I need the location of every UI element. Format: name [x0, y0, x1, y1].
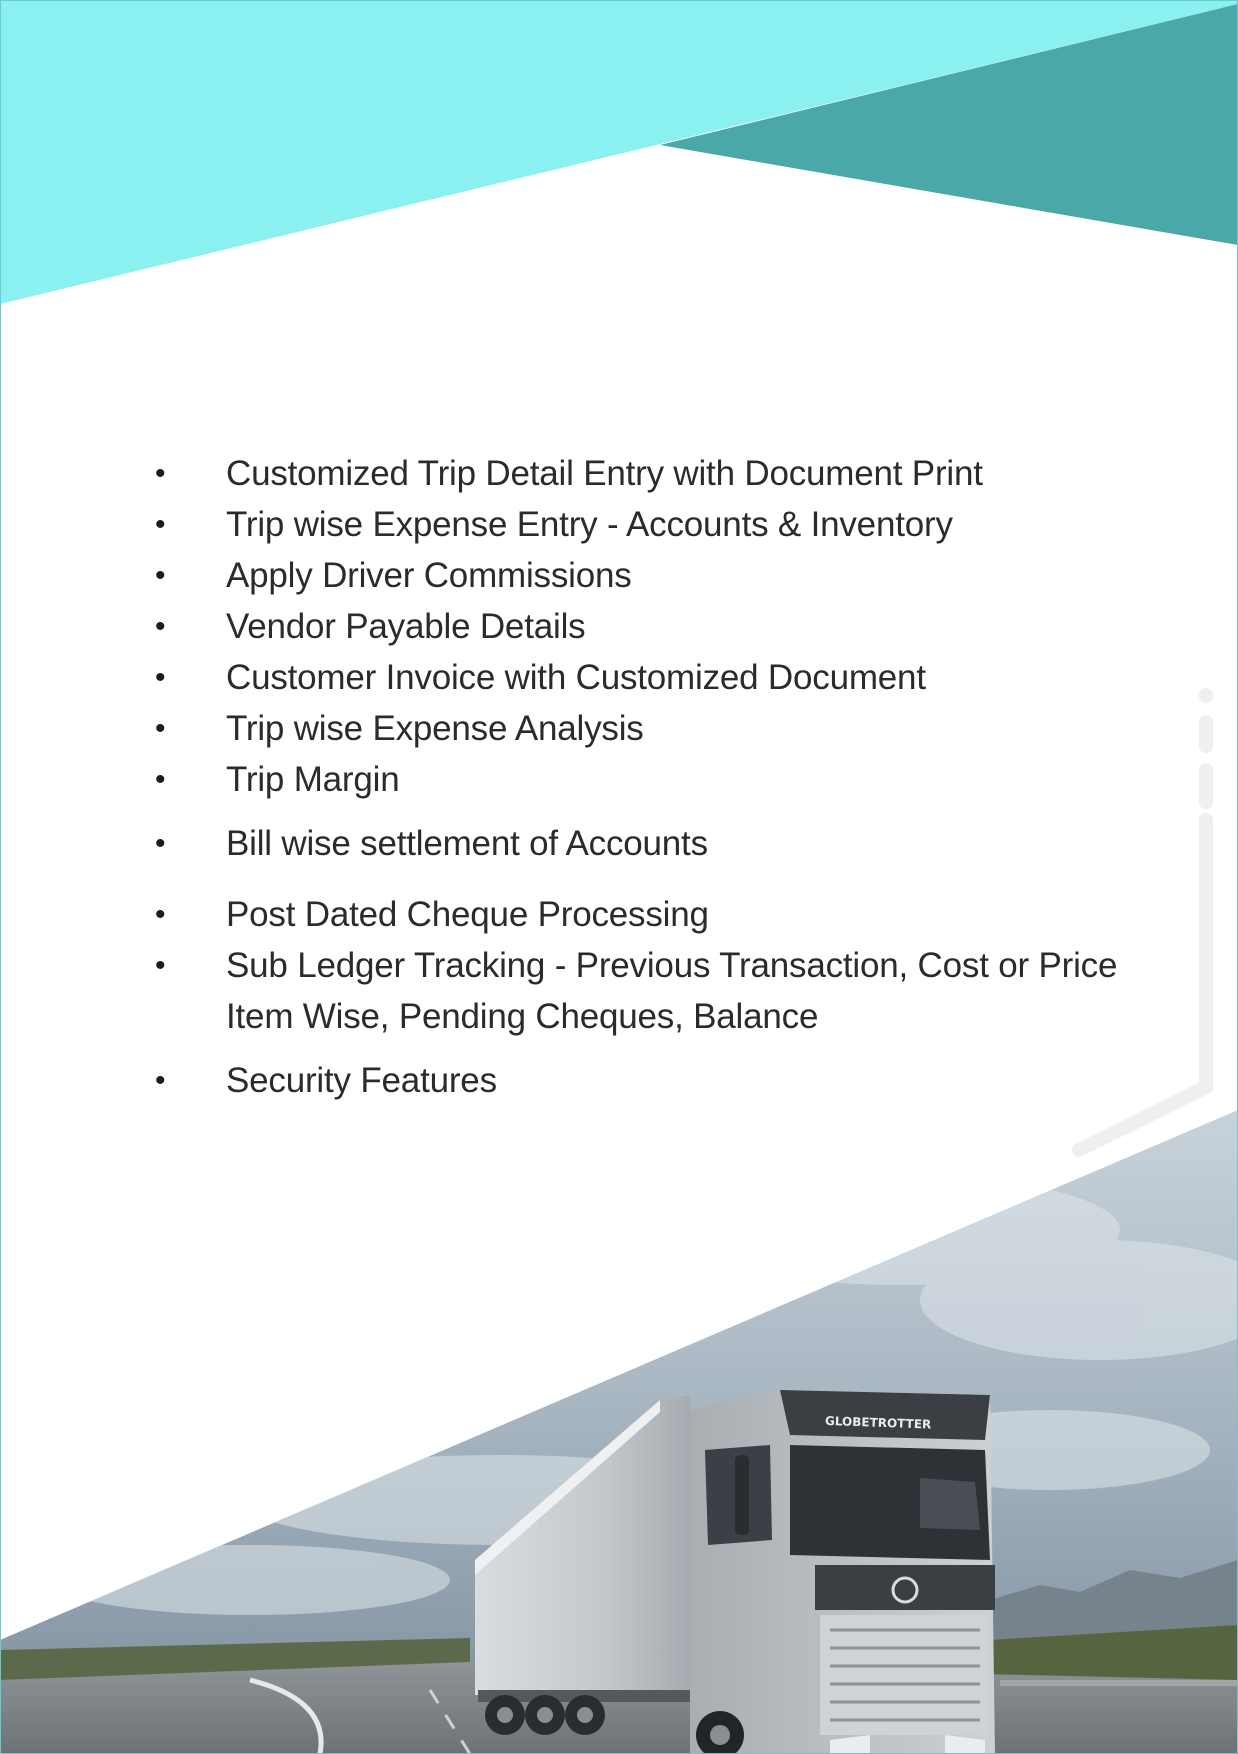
- bullet-icon: •: [155, 457, 166, 490]
- list-item: [155, 601, 1165, 652]
- list-item-text: Sub Ledger Tracking - Previous Transaction, Cost or Price Item Wise, Pending Cheques, Balance: [226, 946, 1118, 1036]
- list-item-text: Vendor Payable Details: [226, 607, 586, 646]
- list-item: [155, 448, 1165, 499]
- bullet-icon: •: [155, 763, 166, 796]
- list-item: [155, 550, 1165, 601]
- list-item-text: Post Dated Cheque Processing: [226, 895, 709, 934]
- feature-list: [155, 448, 1165, 1106]
- bullet-icon: •: [155, 661, 166, 694]
- list-item-text: Trip wise Expense Analysis: [226, 709, 644, 748]
- list-item-text: Customer Invoice with Customized Document: [226, 658, 926, 697]
- list-item-text: Bill wise settlement of Accounts: [226, 824, 708, 863]
- list-item-text: Apply Driver Commissions: [226, 556, 632, 595]
- bullet-icon: •: [155, 508, 166, 541]
- list-item: [155, 940, 1165, 1042]
- list-item-text: Trip wise Expense Entry - Accounts & Inventory: [226, 505, 953, 544]
- list-item: [155, 1055, 1165, 1106]
- list-item: [155, 652, 1165, 703]
- list-item: [155, 889, 1165, 940]
- truck-photo: [0, 1100, 1238, 1754]
- bullet-icon: •: [155, 712, 166, 745]
- bullet-icon: •: [155, 827, 166, 860]
- bullet-icon: •: [155, 1064, 166, 1097]
- list-item-text: Trip Margin: [226, 760, 400, 799]
- list-item: [155, 754, 1165, 805]
- list-item-text: Security Features: [226, 1061, 497, 1100]
- list-item: [155, 703, 1165, 754]
- list-item: [155, 499, 1165, 550]
- bullet-icon: •: [155, 898, 166, 931]
- list-item-text: Customized Trip Detail Entry with Document Print: [226, 454, 983, 493]
- bullet-icon: •: [155, 610, 166, 643]
- bullet-icon: •: [155, 949, 166, 982]
- truck-badge-text: GLOBETROTTER: [824, 1413, 932, 1432]
- bullet-icon: •: [155, 559, 166, 592]
- list-item: [155, 818, 1165, 869]
